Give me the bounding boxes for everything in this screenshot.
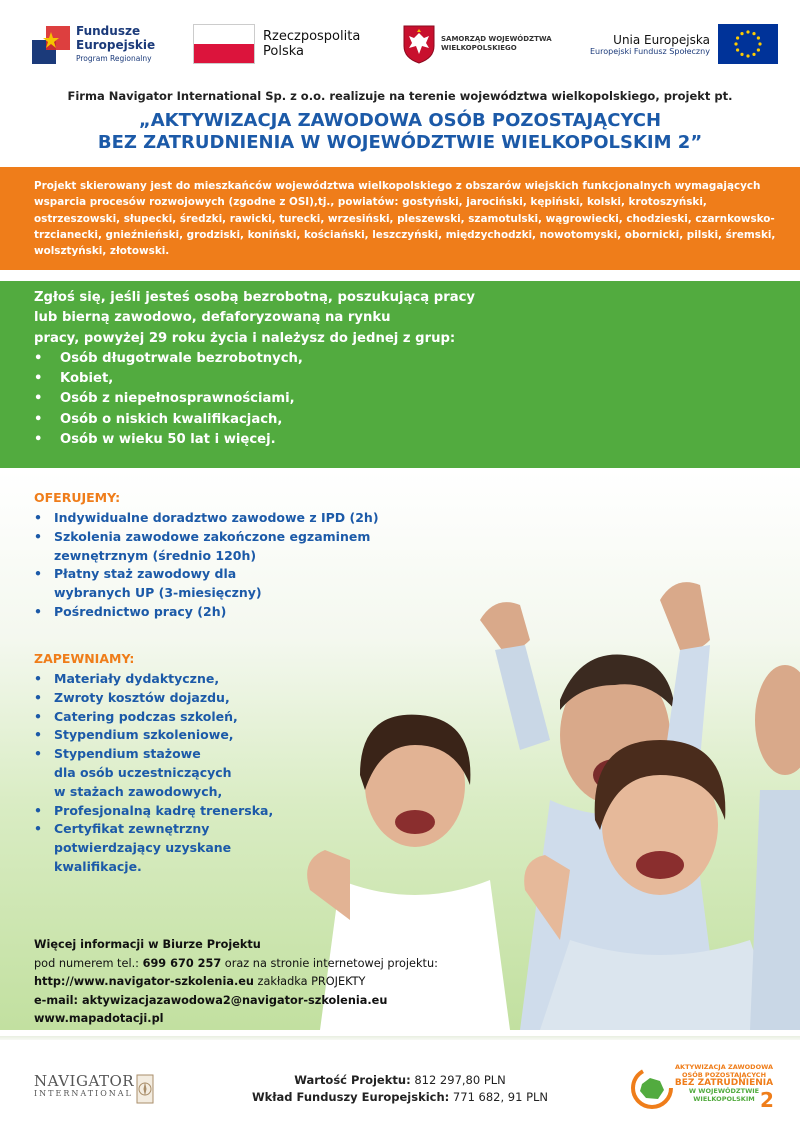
list-item: • Certyfikat zewnętrzny (34, 820, 273, 839)
list-item: • Osób z niepełnosprawnościami, (34, 389, 780, 409)
website-link[interactable]: http://www.navigator-szkolenia.eu (34, 975, 254, 988)
project-logo-t1: AKTYWIZACJA ZAWODOWA (675, 1063, 773, 1071)
pl-line2: Polska (263, 44, 304, 59)
list-item: • Osób o niskich kwalifikacjach, (34, 410, 780, 430)
eu-contribution-label: Wkład Funduszy Europejskich: (251, 1090, 450, 1104)
list-item: • Zwroty kosztów dojazdu, (34, 689, 273, 708)
contact-info (34, 936, 438, 1029)
list-item-continuation: w stażach zawodowych, (54, 783, 223, 799)
project-value-label: Wartość Projektu: (294, 1073, 411, 1087)
list-item-continuation: potwierdzający uzyskane (54, 840, 232, 856)
list-item: • Profesjonalną kadrę trenerska, (34, 802, 273, 821)
woman-right-figure (524, 740, 780, 1030)
list-item: • Materiały dydaktyczne, (34, 670, 273, 689)
navigator-logo-big: NAVIGATOR (34, 1072, 135, 1090)
list-item: • Catering podczas szkoleń, (34, 708, 273, 727)
fundusze-europejskie-logo (32, 24, 155, 66)
phone-number[interactable]: 699 670 257 (142, 956, 222, 970)
fe-star-icon (32, 26, 70, 64)
project-logo-text (674, 1064, 774, 1103)
email-link[interactable]: e-mail: aktywizacjazawodowa2@navigator-szkolenia.eu (34, 993, 388, 1007)
mapadotacji-link[interactable]: www.mapadotacji.pl (34, 1012, 164, 1025)
list-item: • Osób w wieku 50 lat i więcej. (34, 430, 780, 450)
eu-flag-icon (718, 24, 778, 64)
wielkopolska-logo (402, 24, 552, 64)
target-area-text: Projekt skierowany jest do mieszkańców województwa wielkopolskiego z obszarów wiejskich funkcjonalnych wymagających wsparcia procesów rozwojowych (zgodne z OSI),tj., powiatów: gostyński, jarociński, kępiński, kolski, krotoszyński, ostrzeszowski, słupecki, średzki, rawicki, turecki, wrzesiński, pleszewski, szamotulski, wągrowiecki, chodzieski, czarnkowsko-trzcianecki, gnieźnieński, grodziski, koniński, kościański, leszczyński, międzychodzki, nowotomyski, obornicki, pilski, śremski, wolsztyński, złotowski. (34, 180, 776, 258)
eu-star-icon (757, 48, 760, 51)
list-item: • Stypendium szkoleniowe, (34, 726, 273, 745)
project-value: 812 297,80 PLN (410, 1073, 506, 1087)
eligibility-lead-3: pracy, powyżej 29 roku życia i należysz do jednej z grup: (34, 330, 456, 346)
eligibility-list (34, 349, 780, 450)
project-logo-t4: W WOJEWÓDZTWIE (688, 1087, 760, 1095)
man-right-edge-figure (750, 665, 800, 1030)
list-item: • Kobiet, (34, 369, 780, 389)
website-suffix: zakładka PROJEKTY (253, 975, 366, 988)
list-item: • Stypendium stażowe (34, 745, 273, 764)
orange-info-box (0, 167, 800, 270)
oferujemy-section (34, 489, 379, 622)
list-item-continuation: dla osób uczestniczących (54, 764, 232, 780)
navigator-logo-small: INTERNATIONAL (34, 1089, 133, 1098)
phone-label: pod numerem tel.: (34, 956, 143, 970)
eu-star-icon (736, 48, 739, 51)
wlkp-line1: SAMORZĄD WOJEWÓDZTWA (441, 35, 552, 43)
list-item-continuation: zewnętrznym (średnio 120h) (54, 547, 257, 563)
ue-line1: Unia Europejska (613, 32, 710, 47)
eu-star-icon (740, 53, 743, 56)
eu-star-icon (736, 36, 739, 39)
info-heading: Więcej informacji w Biurze Projektu (34, 938, 261, 951)
list-item: • Płatny staż zawodowy dla (34, 565, 379, 584)
website-line (34, 973, 438, 992)
fe-line3: Program Regionalny (76, 54, 152, 63)
eligibility-lead-1: Zgłoś się, jeśli jesteś osobą bezrobotną, poszukującą pracy (34, 290, 476, 305)
fe-line1: Fundusze (76, 24, 141, 38)
project-title (0, 110, 800, 154)
wlkp-line2: WIELKOPOLSKIEGO (441, 44, 517, 52)
zapewniamy-section (34, 650, 273, 877)
intro-text: Firma Navigator International Sp. z o.o. realizuje na terenie województwa wielkopolskiego, projekt pt. (67, 89, 733, 103)
polish-flag-icon (193, 24, 255, 64)
eu-star-icon (758, 42, 761, 45)
eu-star-icon (746, 30, 749, 33)
pl-line1: Rzeczpospolita (263, 29, 361, 44)
fe-line2: Europejskie (76, 38, 156, 52)
wielkopolska-map-icon (630, 1066, 674, 1110)
project-logo-t5: WIELKOPOLSKIM (693, 1094, 755, 1103)
zapewniamy-heading: ZAPEWNIAMY: (34, 651, 135, 666)
list-item: • Osób długotrwale bezrobotnych, (34, 349, 780, 369)
unia-europejska-logo (590, 24, 778, 64)
list-item: • Szkolenia zawodowe zakończone egzaminem (34, 528, 379, 547)
zapewniamy-list (34, 670, 273, 877)
list-item: • Indywidualne doradztwo zawodowe z IPD (2h) (34, 509, 379, 528)
list-item-continuation: kwalifikacje. (54, 858, 142, 874)
eligibility-lead-2: lub bierną zawodowo, defaforyzowaną na rynku (34, 310, 391, 326)
eu-contribution-value: 771 682, 91 PLN (449, 1090, 549, 1104)
oferujemy-list (34, 509, 379, 622)
title-line2: BEZ ZATRUDNIENIA W WOJEWÓDZTWIE WIELKOPOLSKIM 2” (97, 132, 703, 153)
oferujemy-heading: OFERUJEMY: (34, 490, 121, 505)
polska-logo (193, 24, 360, 64)
eu-star-icon (752, 53, 755, 56)
project-logo (630, 1058, 774, 1118)
eu-star-icon (740, 32, 743, 35)
eu-star-icon (734, 42, 737, 45)
project-logo-number: 2 (760, 1088, 774, 1112)
list-item: • Pośrednictwo pracy (2h) (34, 603, 379, 622)
eu-star-icon (752, 32, 755, 35)
ue-line2: Europejski Fundusz Społeczny (590, 46, 710, 56)
phone-line (34, 955, 438, 974)
project-logo-t3: BEZ ZATRUDNIENIA (674, 1078, 774, 1088)
wielkopolska-crest-icon (402, 24, 436, 64)
green-eligibility-box (0, 281, 800, 468)
title-line1: „AKTYWIZACJA ZAWODOWA OSÓB POZOSTAJĄCYCH (138, 110, 662, 131)
logo-bar (0, 0, 800, 85)
eu-star-icon (757, 36, 760, 39)
project-logo-t2: OSÓB POZOSTAJĄCYCH (681, 1070, 767, 1079)
eu-star-icon (746, 54, 749, 57)
phone-suffix: oraz na stronie internetowej projektu: (221, 956, 438, 970)
list-item-continuation: wybranych UP (3-miesięczny) (54, 585, 262, 601)
